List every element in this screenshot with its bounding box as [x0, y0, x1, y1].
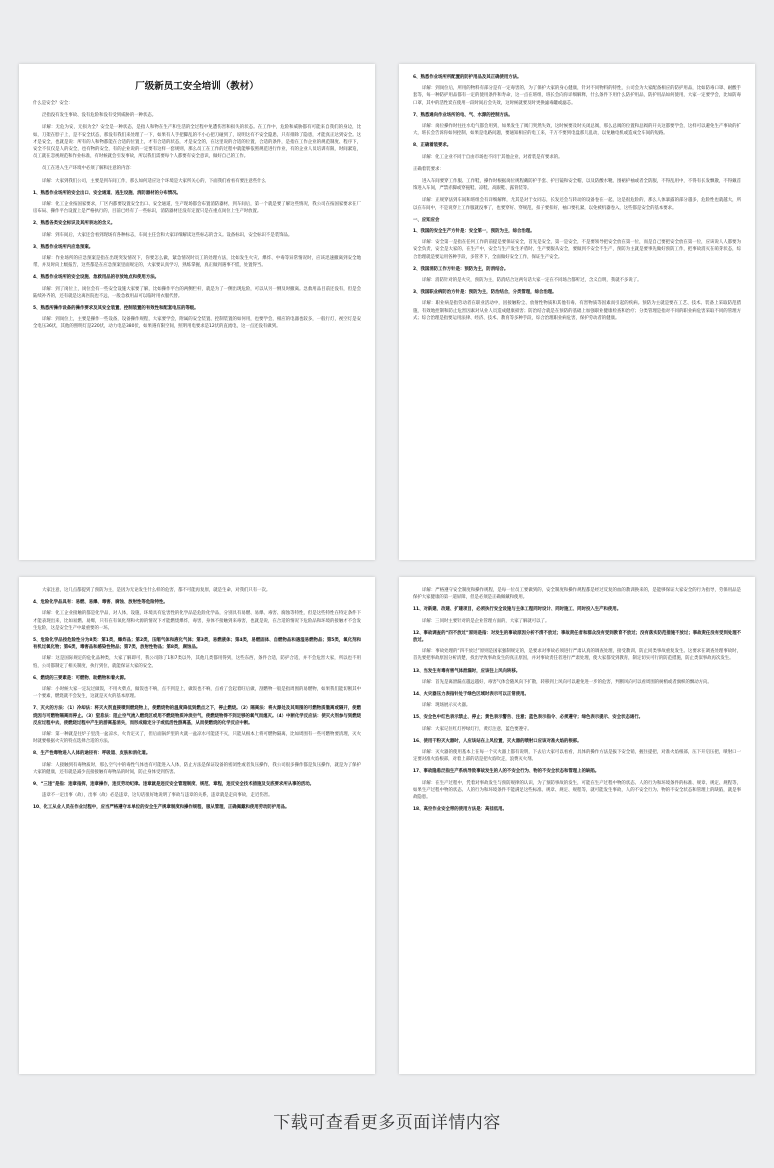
paragraph: 进入车间要穿工作服、工作鞋，操作时根据岗位规程戴防护手套、护目镜和安全帽，以及防酸水靴、围裙护袖或者全防服，不得乱用中，不得有长发飘散，不得戴首饰进入车间，严禁赤脚或穿拖鞋、凉鞋、高跟鞋、露背装等。: [413, 179, 741, 192]
paragraph: 员工在进入生产环境中必须了解和注意的内容：: [42, 166, 135, 172]
paragraph: 详解：首先是离泄漏点越远越好，毒害气体会随风向下扩散，转移到上风向可以避免进一步的危害，判断风向可以看周围的树梢或者旗帜的飘动方向。: [422, 679, 712, 685]
paragraph: 详解：现场展示灭火器。: [422, 703, 471, 709]
section-heading: 14、火灾器压力表指针处于绿色区域时表示可以正常使用。: [413, 692, 529, 698]
paragraph: 详解：大家记住红灯停绿灯行，黄灯注意，蓝色要遵守。: [422, 726, 532, 732]
section-heading: 18、高空作业安全带的使用方法是：高挂低用。: [413, 807, 507, 813]
paragraph: 详解：到岗位后，所用的物料有部分是有一定毒害的，为了保护大家的身心健康，针对不同物料的特性，公司会为大家配备相应的防护用品，比如防毒口罩、耐酸手套等，每一种防护用品都有一定的使用条件和寿命，这一点在班组，班长会向你详细解释，什么条件下用什么防护用品，防护用品如何使用，大家一定要学会，比如防毒口罩，其中的活性炭在使用一段时间后会失效，这时候就要及时更换滤毒罐或滤芯。: [413, 86, 741, 106]
paragraph: 大家注意，这几点都提到了预防为主，是因为无论发生什么样的危害，都不可能再复原，就是生命，对我们只有一次。: [42, 588, 271, 593]
paragraph: 详解：灭火器的使用基本上在每一个灭火器上都有说明，下去后大家可以看看，具体的操作方法是拔下安全销，握住提把，对准火焰根部，压下开启压把，喷射口一定要对准火焰根部，对着上部的话是把火焰吹走，浪费灭火剂。: [413, 750, 741, 763]
section-heading: 9、“三违”是指：违章指挥，违章操作，违反劳动纪律。违章就是违反安全管理制度、规范、章程，违反安全技术措施及交底要求所从事的活动。: [33, 782, 315, 788]
paragraph: 详解：无危为安，无损为全？安全是一种状态，是指人和物在生产和生活的全过程中免遭伤害和损失的状态。在工作中，危险和威胁都有可能来自我们的身边，比如，刀架在脖子上，是不安全状态，那没有我们来处理了一下，如果有人手把脚乱的不小心把刀碰到了，说明这有不安全隐患，只有排除了隐患，才能真正达到安全。这才是安全，也就是说：所有的人和物都能在合适的位置上，才有合适的状态，才是安全的，在这里说的合适的位置，合适的条件，是指在工作企业的规范制度、程序下，安全不仅仅是人的安全，也有物的安全，有的企业说的一定要有这样一套规则，那么员工在工作的过程中就能够依照规范进行作业，有的企业人员培训有限，时间紧迫，员工就在忽视规范和作业标准，有时候就会引发事故，所以我们需要每个人都要有安全意识，做好自己的工作。: [33, 125, 361, 160]
section-heading: 17、事故隐患泛指生产系统导致事故发生的人的不安全行为、物的不安全状态和管理上的缺陷。: [413, 769, 600, 775]
section-heading: 5、熟悉所操作设备的操作要求及其安全装置、控制装置的有效性和配套电压的等级。: [33, 306, 199, 312]
paragraph: 详解：岗位操作时往往水电气都会用到，如果发生了阀门突然失效，这时候要及时关闭总阀，那么总阀的位置和总阀的开关这都要学会，这样可以避免生产事故的扩大，班长会告诉你如何控制，如果是电路问题，要通知相应的电工来，千万不要到电盘那儿乱动，以免触电机或造成全车间的短路。: [413, 124, 741, 137]
paragraph: 详解：大家到我们公司，主要是到车间工作，那么如何适应这个环境是大家所关心的，下面我们看看有要注意些什么: [42, 178, 266, 184]
document-title: 厂级新员工安全培训（教材）: [135, 81, 259, 92]
page-body: [33, 587, 361, 812]
download-more-caption[interactable]: 下载可查看更多页面详情内容: [273, 1113, 501, 1133]
paragraph: 泛指没有发生事故、没有危险和没有受到威胁的一种状态。: [42, 113, 157, 119]
section-heading: 4、熟悉作业场所的安全设施、急救用品的存放地点和使用方法。: [33, 275, 159, 281]
paragraph: 详解：到岗位上，主要是操作一些设备，设备操作规程，大家要学会，附属的安全装置、控制装置的如何用，也要学会，相应的电器也较多，一般行灯，视空灯是安全电压36伏，其他的照明灯是220伏，动力电是380伏，如果遇有限空间，照明用电要求是12伏的直流电，这一点还没有做到。: [33, 317, 361, 330]
section-heading: 4、危险化学品具有：易燃、易爆、毒害、腐蚀、放射性等危险特性。: [33, 600, 168, 606]
paragraph: 详解：安全第一是指在任何工作的前提是要保证安全，首先是安全，第一是安全，不是要领导把安全放在第一位，而是自己要把安全放在第一位，应该说人人都要为安全负责，安全是大家的，在生产中，安全与生产发生矛盾时，生产要服从安全，要做到不安全不生产，预防为主就是要事先做好预防工作，把事故消灭在萌芽状态，综合治理就是要运用各种手段，多管齐下，全面做好安全工作，保证生产安全。: [413, 240, 741, 260]
section-heading: 8、生产性毒物进入人体的途径有：呼吸道、皮肤和消化道。: [33, 751, 151, 757]
section-heading: 5、危险化学品按危险性分为8类：第1类，爆炸品；第2类，压缩气体和液化气体；第3类，易燃液体；第4类，易燃固体、自燃物品和遇湿易燃物品；第5类，氧化剂和有机过氧化物；第6类，毒害品和感染性物品；第7类，放射性物品；第8类，腐蚀品。: [33, 638, 361, 651]
page-body: [413, 587, 741, 813]
document-page-4: [399, 577, 755, 1074]
section-heading: 10、化工从业人员在作业过程中，应当严格遵守本单位的安全生产规章制度和操作规程，服从管理，正确佩戴和使用劳动防护用品。: [33, 805, 290, 811]
section-heading: 12、事故调查的“四不放过”原则是指：对发生的事故原因分析不清不放过；事故责任者和群众没有受到教育不放过；没有落实防范措施不放过；事故责任没有受到处理不放过。: [413, 630, 742, 644]
paragraph: 正确着装要求：: [413, 166, 444, 172]
paragraph: 详解：化工企业不同于自由市场也不同于其他企业，对着装是有要求的。: [422, 154, 563, 160]
document-page-1: [19, 64, 375, 560]
paragraph: 详解：严格遵守安全制度和操作规程，是每一位员工要做到的，安全制度和操作规程都是经过反复的血的教训换来的，是能够保证大家安全的行为指导，劳保用品是保护大家健康的第一道屏障，但是必须是正确佩戴和使用。: [413, 588, 741, 601]
paragraph: 什么是安全？安全：: [33, 101, 73, 106]
section-heading: 13、当发生有毒有害气体泄漏时，应该往上风向转移。: [413, 668, 521, 674]
section-heading: 15、安全色中红色表示禁止、停止；黄色表示警告、注意；蓝色表示指令、必须遵守；绿色表示提示、安全状态通行。: [413, 715, 644, 721]
paragraph: 详解：消防针对的是火灾，预防为主，防消结合这两句话大家一定在不同场合都听过，含义自明，我就不多说了。: [422, 278, 642, 284]
document-page-2: [399, 64, 755, 560]
paragraph: 详解：作业场所的应急预案是指在出现突发情况下，你要怎么做，紧急情况时员工的处理方法，比如发生火灾、爆炸、中毒等异常情况时，应该迅速撤离到安全地带，并及时向上级报告，这些都是在应急预案里面规定的，大家要认真学习，熟练掌握，真正做到遇事不慌，处置得当。: [33, 256, 361, 269]
section-heading: 一、应知应会: [413, 217, 440, 223]
paragraph: 详解：这是国际规定的危化品种类，大家了解即可，我公司除了1和7类以外，其他几类都用得到，这些东西，条件合适，防护合适，并不会危害大家，所以也不用怕，公司都制定了相关制度，执行到位，就能保证大家的安全。: [33, 656, 361, 669]
paragraph: 详解：三同时主要针对的是企业管理方面的，大家了解就可以了。: [422, 618, 550, 624]
section-heading: 8、正确着装要求。: [413, 143, 452, 149]
paragraph: 详解：在生产过程中，凭着对事故发生与预防规律的认识，为了预防事故的发生，可能在生产过程中物的状态、人的行为和环境条件的标准、规章、规定、规程等，如果生产过程中物的状态、人的行为和环境条件不能满足这些标准、规章、规定、规程等，就可能发生事故，人的不安全行为、物的不安全状态和管理上的缺陷，就是事故隐患。: [413, 780, 741, 801]
paragraph: 详解：职业病是指劳动者在职业活动中，因接触粉尘、放射性物质和其他有毒、有害物质等因素而引起的疾病。预防为主就是要在工艺、技术、装备上采取防范措施，有效地控制和防止危害因素对从业人员造成健康损害；防治结合就是在预防的基础上加强职业健康检查和治疗；分类管理是指对不同的职业病危害采取不同的管理方式；综合治理是指要运用法律、经济、技术、教育等多种手段，综合治理职业病危害，保护劳动者的健康。: [413, 301, 741, 321]
section-heading: 7、熟悉通向作业场所的电、气、水源的控制方法。: [413, 112, 513, 118]
paragraph: 违章不一定出事（故），出事（故）必是违章，这句话很好地说明了事故与违章的关系，违章就是走向事故，走近伤害。: [42, 793, 273, 799]
section-heading: 2、熟悉各类安全标识及其所表达的含义。: [33, 221, 116, 227]
page-body: [413, 74, 741, 322]
paragraph: 详解：化工企业按国家要求，厂区内都要设置安全出口、安全通道，生产现场都会布置消防器材，到车间后，第一个就是要了解这些情况，我公司在按国家要求在厂房布局、操作平台设置上是严格执行的，目前已经有了一些标识，消防器材还没有定置只是在重点岗位上生产时放置。: [33, 202, 361, 215]
paragraph: 详解：化工企业接触的都是化学品，对人体，设施，环境具有危害性的化学品是危险化学品，分别具有易燃、易爆、毒害、腐蚀等特性，但是这些特性在特定条件下才能表现出来，比如易燃、易爆，只有在有氧化剂和火源的情况下才能燃烧爆炸，毒害，身体不接触到来毒害，也就是说，在合适的情况下危险品和环境的接触才不会发生危险，这是安全生产中最重要的一环。: [33, 611, 361, 631]
section-heading: 2、我国消防工作方针是：预防为主，防消结合。: [413, 266, 509, 272]
paragraph: 详解：到了岗位上，岗位会有一些安全设施大家要了解，比如操作平台的两侧栏杆，就是为了一侧出现危险，可以从另一侧及时撤离。急救用品目前还没有，但是会陆续补齐的，还有就是这离医院也不远，一般急救用品可以临时用衣服代替。: [33, 286, 361, 299]
section-heading: 6、燃烧的三要素是：可燃物、助燃物和着火源。: [33, 675, 129, 681]
paragraph: 详解：人接触到有毒物质时，那么空气中的毒性气体也有可能进入人体，防止方法是保证设备的密闭性或者负压操作，我公司很多操作都是负压操作，就是为了保护大家的健康，还有就是减少直接接触有毒物品的时间，防止身体受到伤害。: [33, 762, 361, 775]
paragraph: 详解：小时候大家一定玩过做饭，不用火柴点，做饭也不响，点不到是上，做饭也不响，点看了会起着旺后做，刮燃物一般是指周围的易燃物，如果我们能切断其中一个要素，燃烧就不会发生，这就是灭火的基本原理。: [33, 687, 361, 700]
section-heading: 1、我国的安全生产方针是：安全第一，预防为主，综合治理。: [413, 229, 535, 235]
paragraph: 详解：到车间后，大家还会看到现场有各种标志，车间主任会和大家详细解读这些标志的含义。设备标识，安全标识不是装饰品。: [42, 232, 293, 238]
section-heading: 3、我国职业病防治方针是：预防为主，防治结合，分类管理，综合治理。: [413, 290, 557, 296]
page-body: [33, 100, 361, 331]
section-heading: 11、对新建、改建、扩建项目，必须执行安全设施与主体工程同时设计、同时施工、同时投入生产和使用。: [413, 607, 622, 613]
document-page-3: [19, 577, 375, 1074]
section-heading: 1、熟悉作业场所的安全出口、安全通道、逃生设施、消防器材的分布情况。: [33, 190, 181, 196]
section-heading: 3、熟悉作业场所内应急预案。: [33, 244, 94, 250]
section-heading: 7、灭火的方法：（1）冷却法：将灭火剂直接喷到燃烧物上，使燃烧物的温度降低到燃点之下，停止燃烧。（2）隔离法：将火源处及其周围的可燃物质撤离或隔开，使燃烧因与可燃物隔离而停止。（3）窒息法：阻止空气流入燃烧区或用不燃烧物质冲淡空气，使燃烧物得不到足够的氧气而熄灭。（4）中断化学反应法：使灭火剂参与到燃烧反应过程中去，使燃烧过程中产生的游离基消失，而形成稳定分子或低活性游离基，从而使燃烧的化学反应中断。: [33, 706, 361, 726]
paragraph: 详解：正规穿法到车间和班组会有详细解释，尤其是对于女同志，长发还会与转动的设备卷在一起，这是很危险的，那么人体暴露的部分越多，危险性也就越大，所以在车间中，不是说穿上工作服就没事了，也要穿好、穿规范，扣子要扣好，袖口要扎紧，以免被机器卷入，这些都是安全的基本要求。: [413, 198, 741, 211]
section-heading: 16、使用干粉灭火器时，人应该站在上风位置，灭火器的喷射口应该对准火焰的根部。: [413, 738, 582, 744]
paragraph: 详解：事故处理的“四不放过”原则是国家强制规定的，是要求对事故必须进行严肃认真的调查处理，接受教训，防止同类事故重复发生。这要求在调查处理事故时，首先要把事故原因分析清楚，找出导致事故发生的真正原因，并对事故责任者进行严肃处理，使大家都受到教育，制定切实可行的防范措施，防止类似事故再次发生。: [413, 649, 741, 662]
section-heading: 6、熟悉作业场所所配置的防护用品及其正确使用方法。: [413, 75, 522, 80]
paragraph: 详解：第一种就是往炉子里浇一盆凉水，火肯定灭了，但后面锅炉里的火就一盆凉水可能浇不灭，只能从根本上将可燃物隔离，比如周围有一些可燃物要清理，灭火时就要根据火灾的特点选择合适的方法。: [33, 732, 361, 745]
